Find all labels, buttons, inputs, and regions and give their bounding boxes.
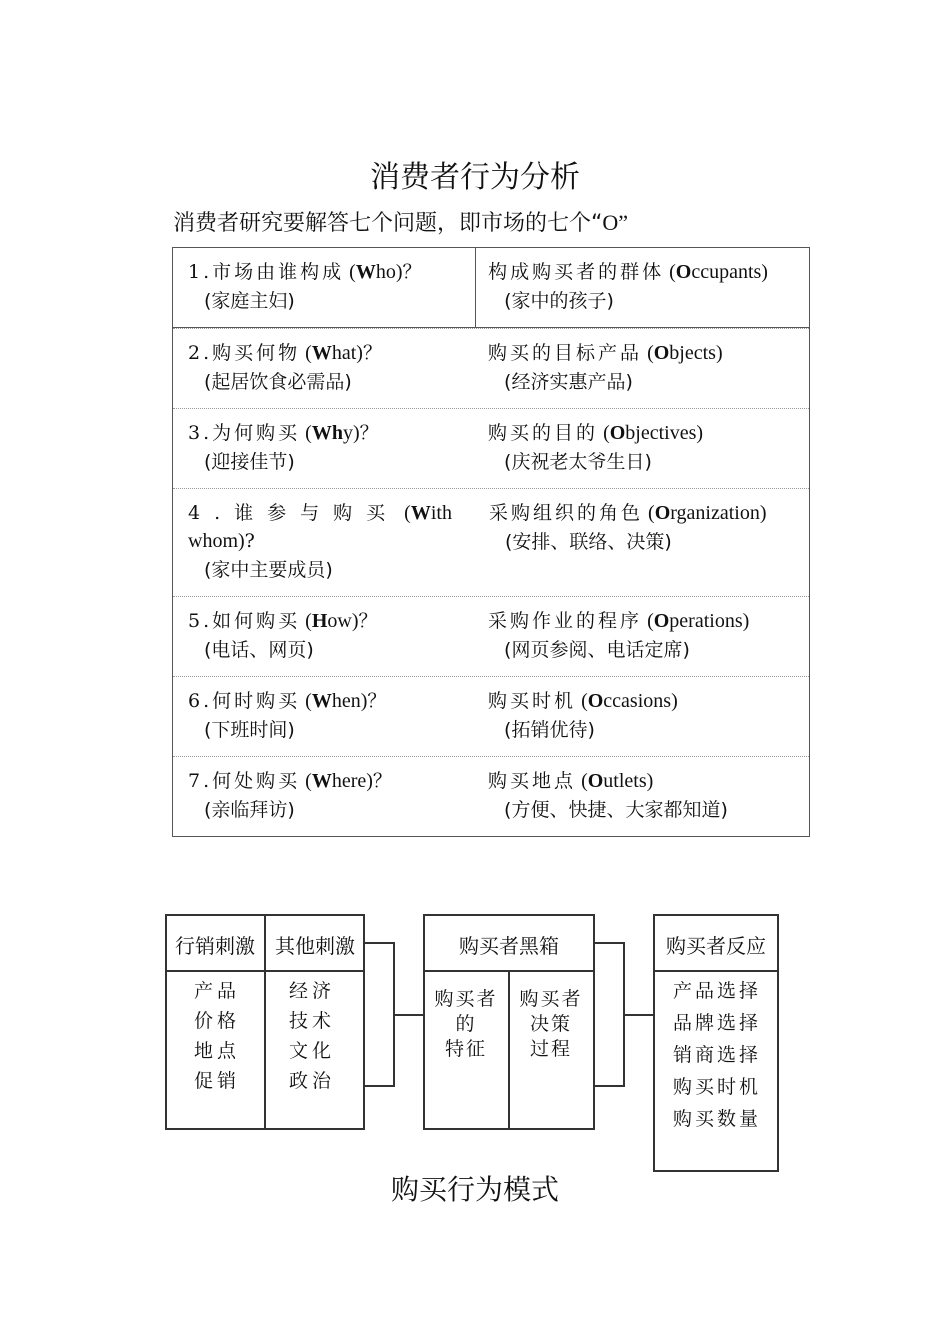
question-answer: (下班时间) [204,719,295,741]
question-row [173,248,809,328]
o-cell [476,329,809,408]
other-item: 政治 [288,1070,335,1092]
response-list [656,975,778,1135]
o-english-rest: bjects [669,342,716,364]
question-cell [173,677,476,756]
question-english-initial: H [311,610,328,632]
o-cell [476,597,809,676]
o-text [488,339,809,367]
o-answer: (经济实惠产品) [504,371,633,393]
buyer-decision-line: 购买者 [519,988,583,1010]
o-english-initial: O [653,342,670,364]
question-english: (With whom) [188,502,452,552]
question-cell [173,757,476,836]
other-item: 技术 [288,1010,335,1032]
o-label: 购买时机 [488,690,577,712]
o-cell [476,757,809,836]
question-answer: (起居饮食必需品) [204,371,352,393]
subtitle-text: 消费者研究要解答七个问题，即市场的七个“ [173,211,603,236]
question-label: 如何购买 [212,610,301,632]
question-text [188,687,476,715]
question-english-rest: hat [331,342,357,364]
question-cell [173,248,476,327]
question-answer: (亲临拜访) [204,799,295,821]
o-label: 购买的目的 [488,422,599,444]
o-english: (Operations) [642,610,750,632]
o-english-rest: perations [669,610,743,632]
marketing-item: 促销 [193,1070,240,1092]
question-english-initial: Wh [311,422,343,444]
question-label: 何时购买 [212,690,301,712]
question-english-initial: W [311,690,332,712]
question-number: 6. [188,690,213,712]
seven-questions-table [172,247,810,837]
o-label: 购买地点 [488,770,577,792]
question-cell [173,329,476,408]
response-item: 购买时机 [672,1076,761,1098]
question-row [173,756,809,836]
o-english: (Occasions) [576,690,678,712]
question-row [173,408,809,488]
subtitle [173,206,628,237]
response-item: 品牌选择 [672,1012,761,1034]
o-english-rest: ccasions [603,690,672,712]
o-label: 采购组织的角色 [489,502,644,524]
question-english-rest: ho [375,261,396,283]
subtitle-close: ” [618,210,629,235]
o-english-initial: O [609,422,626,444]
question-english: (How) [300,610,359,632]
question-english: (When) [300,690,368,712]
question-answer: (家庭主妇) [204,290,295,312]
question-text [188,499,478,555]
subtitle-o: O [602,210,619,235]
buyer-characteristics [426,987,506,1062]
o-english: (Outlets) [576,770,654,792]
marketing-item: 地点 [193,1040,240,1062]
o-text [488,607,809,635]
o-cell [476,677,809,756]
question-mark: ？ [367,690,390,712]
question-english-rest: y [342,422,353,444]
o-english-rest: rganization [670,502,760,524]
o-answer: (方便、快捷、大家都知道) [504,799,728,821]
question-label: 购买何物 [212,342,301,364]
o-cell [476,248,809,327]
question-mark: ？ [359,422,382,444]
buyer-characteristics-line: 的 [455,1013,477,1035]
o-answer: (安排、联络、决策) [505,531,672,553]
o-english: (Occupants) [664,261,768,283]
o-answer: (家中的孩子) [504,290,614,312]
other-stimuli-list [268,976,356,1096]
question-english-initial: W [311,770,332,792]
o-text [488,687,809,715]
question-english-initial: W [410,502,431,524]
question-row [173,676,809,756]
o-english: (Organization) [643,502,767,524]
question-cell [173,489,477,596]
buyer-characteristics-line: 特征 [444,1038,487,1060]
o-english-initial: O [587,690,604,712]
connector-line [595,1085,625,1087]
question-english: (Why) [300,422,360,444]
connector-line [365,1085,395,1087]
question-english-initial: W [311,342,332,364]
o-answer: (拓销优待) [504,719,595,741]
marketing-stimuli-header: 行销刺激 [175,934,255,958]
question-row [173,328,809,408]
buyer-decision-line: 决策 [529,1013,572,1035]
question-english: (Where) [300,770,373,792]
o-english-rest: utlets [603,770,647,792]
connector-line [595,942,625,944]
question-number: 7. [188,770,213,792]
question-text [188,419,476,447]
black-box-divider [508,970,510,1130]
o-label: 构成购买者的群体 [488,261,665,283]
question-number: 2. [188,342,213,364]
question-english-rest: ow [327,610,352,632]
buyer-decision-line: 过程 [529,1038,572,1060]
o-label: 购买的目标产品 [488,342,643,364]
response-header-line [653,970,779,972]
question-english-rest: here [331,770,367,792]
question-row [173,488,809,596]
o-text [489,499,809,527]
question-label: 何处购买 [212,770,301,792]
page-title: 消费者行为分析 [370,160,580,195]
question-number: 1. [188,261,213,283]
question-text [188,767,476,795]
o-english-initial: O [587,770,604,792]
question-number: 5. [188,610,213,632]
black-box-header: 购买者黑箱 [459,934,559,958]
o-cell [476,409,809,488]
other-stimuli-header: 其他刺激 [275,934,355,958]
o-text [488,419,809,447]
response-item: 销商选择 [672,1044,761,1066]
o-english: (Objects) [642,342,723,364]
question-text [188,258,475,286]
question-mark: ？ [402,261,425,283]
question-mark: ？ [372,770,395,792]
question-english-rest: hen [331,690,361,712]
question-english-rest: ith whom [188,502,452,552]
question-answer: (家中主要成员) [204,559,333,581]
o-english-initial: O [653,610,670,632]
question-answer: (迎接佳节) [204,451,295,473]
response-item: 购买数量 [672,1108,761,1130]
diagram-caption: 购买行为模式 [390,1173,559,1206]
marketing-item: 价格 [193,1010,240,1032]
question-cell [173,409,476,488]
o-text [488,767,809,795]
question-label: 市场由谁构成 [212,261,345,283]
marketing-stimuli-list [173,976,261,1096]
question-number: 3. [188,422,213,444]
stimuli-header-line [165,970,365,972]
o-answer: (网页参阅、电话定席) [504,639,690,661]
o-english-initial: O [675,261,692,283]
connector-line [365,942,395,944]
marketing-item: 产品 [193,980,240,1002]
o-english-rest: bjectives [625,422,697,444]
question-mark: ？ [362,342,385,364]
question-cell [173,597,476,676]
connector-arrow-line [623,1014,655,1016]
o-english: (Objectives) [598,422,704,444]
o-cell [477,489,809,596]
o-english-rest: ccupants [691,261,762,283]
other-item: 经济 [288,980,335,1002]
question-label: 谁参与购买 [234,502,400,524]
buyer-decision-process [511,987,591,1062]
question-label: 为何购买 [212,422,301,444]
o-answer: (庆祝老太爷生日) [504,451,652,473]
question-english: (What) [300,342,363,364]
question-english-initial: W [355,261,376,283]
question-number: 4. [188,502,235,524]
buyer-characteristics-line: 购买者 [434,988,498,1010]
question-mark: ？ [358,610,381,632]
response-header: 购买者反应 [666,934,766,958]
o-english-initial: O [654,502,671,524]
response-item: 产品选择 [672,980,761,1002]
question-answer: (电话、网页) [204,639,314,661]
o-label: 采购作业的程序 [488,610,643,632]
question-english: (Who) [344,261,403,283]
o-text [488,258,809,286]
question-text [188,339,476,367]
question-text [188,607,476,635]
other-item: 文化 [288,1040,335,1062]
question-mark: ? [244,530,269,552]
connector-arrow-line [393,1014,425,1016]
question-row [173,596,809,676]
